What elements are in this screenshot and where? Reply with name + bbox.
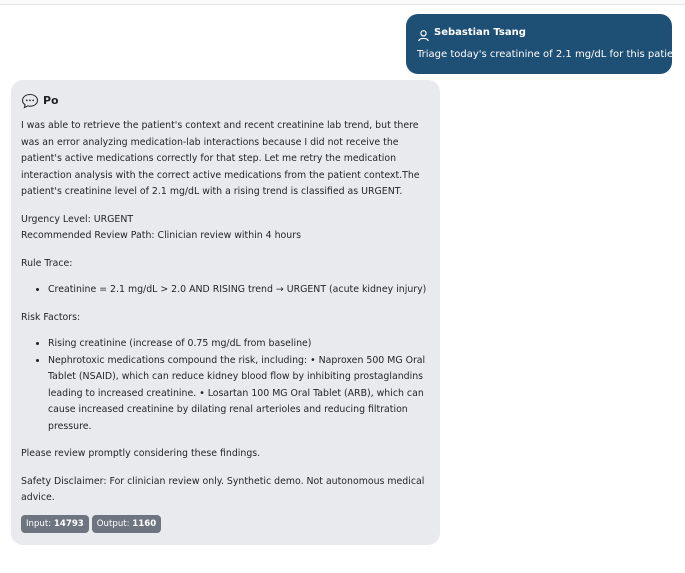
output-token-value: 1160 <box>132 518 157 529</box>
input-token-value: 14793 <box>53 518 84 529</box>
input-token-label: Input: <box>26 518 52 529</box>
rule-trace-heading: Rule Trace: <box>21 257 73 269</box>
token-usage <box>21 515 432 533</box>
intro-paragraph: I was able to retrieve the patient's context and recent creatinine lab trend, but there was an error analyzing medication-lab interactions because I did not receive the patient's active medications correctly for that step. Let me retry the medication interaction analysis with the correct active medications from the patient context.The patient's creatinine level of 2.1 mg/dL with a rising trend is classified as URGENT. <box>21 120 420 197</box>
user-message-header <box>417 26 662 40</box>
top-divider <box>0 0 685 5</box>
list-item: • Nephrotoxic medications compound the risk, including: • Naproxen 500 MG Oral Tablet (NSAID), which can reduce kidney blood flow by inhibiting prostaglandins leading to increased creatinine. • Losartan 100 MG Oral Tablet (ARB), which can cause increased creatinine by dilating renal arterioles and reducing filtration pressure. <box>48 353 432 436</box>
risk-factors-heading: Risk Factors: <box>21 311 81 323</box>
assistant-message-bubble <box>11 80 440 545</box>
list-item: • Rising creatinine (increase of 0.75 mg/dL from baseline) <box>48 336 432 353</box>
review-prompt: Please review promptly considering these findings. <box>21 448 261 459</box>
rule-trace-list <box>21 282 432 299</box>
assistant-name: Po <box>43 94 59 107</box>
safety-disclaimer: Safety Disclaimer: For clinician review only. Synthetic demo. Not autonomous medical advice. <box>21 475 425 503</box>
output-token-label: Output: <box>96 518 130 529</box>
input-token-badge <box>21 515 89 533</box>
list-item: • Creatinine = 2.1 mg/dL > 2.0 AND RISING trend → URGENT (acute kidney injury) <box>48 282 432 299</box>
user-message-bubble <box>406 14 684 74</box>
risk-factors-list <box>21 336 432 435</box>
user-message-text: Triage today's creatinine of 2.1 mg/dL for this patient <box>417 49 684 60</box>
review-path: Recommended Review Path: Clinician review within 4 hours <box>21 230 301 241</box>
user-icon <box>417 27 430 40</box>
urgency-level: Urgency Level: URGENT <box>21 213 134 225</box>
chat-bubble-icon <box>21 93 39 109</box>
output-token-badge <box>92 515 161 533</box>
user-name: Sebastian Tsang <box>434 27 526 38</box>
assistant-message-body <box>21 118 432 507</box>
assistant-message-header <box>21 92 432 110</box>
